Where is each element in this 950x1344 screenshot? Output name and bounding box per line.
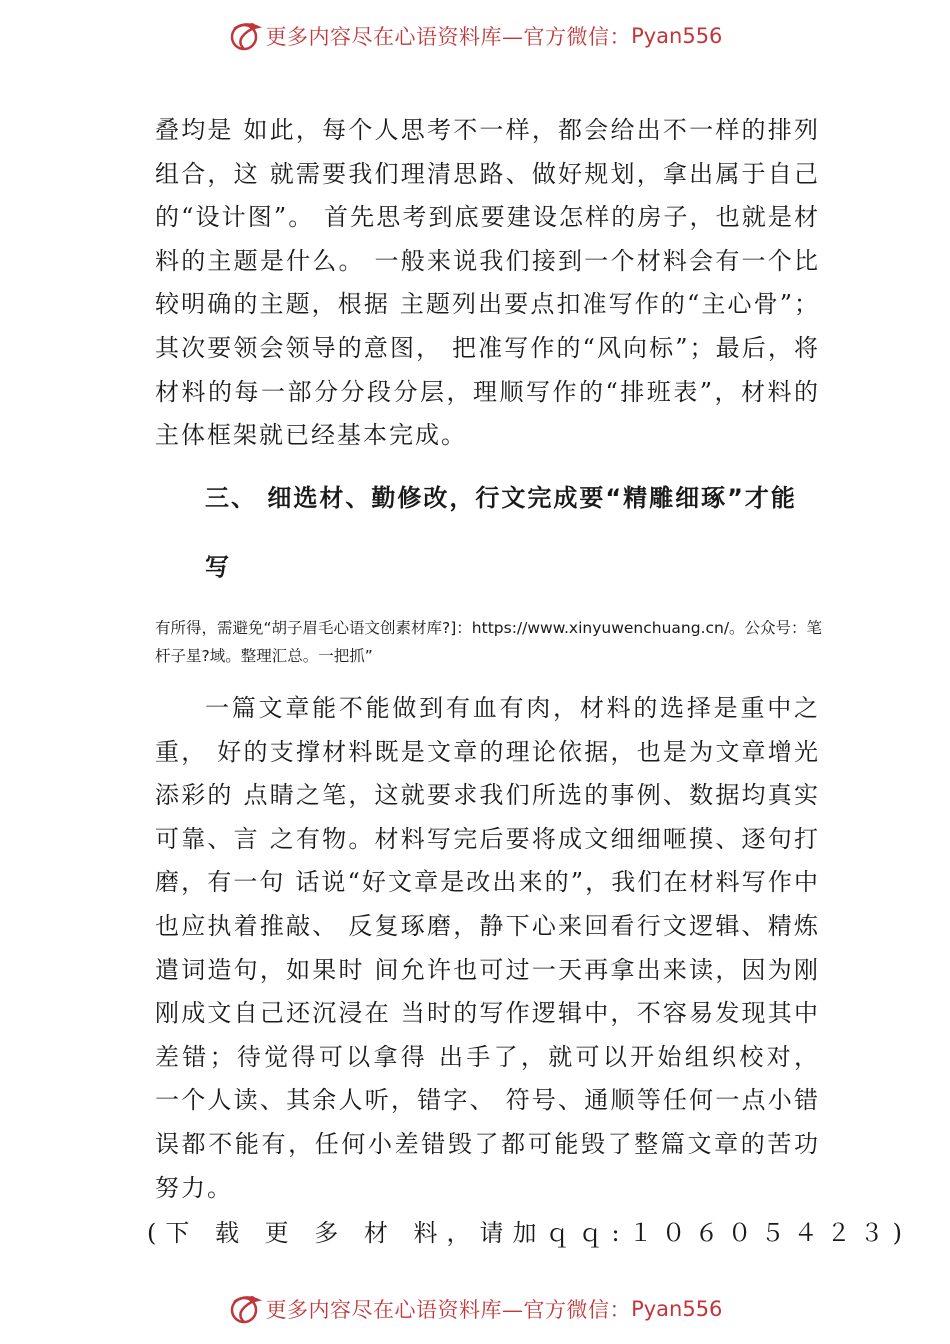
paragraph-1: 叠均是 如此，每个人思考不一样，都会给出不一样的排列组合，这 就需要我们理清思路、做好规划，拿出属于自己的“设计图”。 首先思考到底要建设怎样的房子，也就是材料的主题是什么。 一般来说我们接到一个材料会有一个比较明确的主题，根据 主题列出要点扣准写作的“主心骨”；其次要领会领导的意图， 把准写作的“风向标”；最后，将材料的每一部分分段分层，理顺写作的“排班表”，材料的主体框架就已经基本完成。 <box>155 116 820 450</box>
banner-text: 更多内容尽在心语资料库—官方微信： <box>265 25 632 49</box>
section-heading-3: 三、 细选材、勤修改，行文完成要“精雕细琢”才能 <box>205 484 797 512</box>
banner-text: 更多内容尽在心语资料库—官方微信： <box>265 1298 632 1322</box>
brand-logo-icon <box>228 1292 262 1326</box>
banner-wechat-id: Pyan556 <box>631 24 723 48</box>
source-note: 有所得，需避免“胡子眉毛心语文创素材库?]：https://www.xinyuwenchuang.cn/。公众号：笔杆子星?域。整理汇总。一把抓” <box>155 619 823 665</box>
section-heading-3-continued: 写 <box>205 553 231 581</box>
paragraph-2: 一篇文章能不能做到有血有肉，材料的选择是重中之重， 好的支撑材料既是文章的理论依据，也是为文章增光添彩的 点睛之笔，这就要求我们所选的事例、数据均真实可靠、言 之有物。材料写完后要将成文细细咂摸、逐句打磨，有一句 话说“好文章是改出来的”，我们在材料写作中也应执着推敲、 反复琢磨，静下心来回看行文逻辑、精炼遣词造句，如果时 间允许也可过一天再拿出来读，因为刚刚成文自己还沉浸在 当时的写作逻辑中，不容易发现其中差错；待觉得可以拿得 出手了，就可以开始组织校对， 一个人读、其余人听，错字、 符号、通顺等任何一点小错误都不能有，任何小差错毁了都可能毁了整篇文章的苦功努力。 <box>155 694 820 1202</box>
header-banner <box>0 14 950 58</box>
footer-banner <box>0 1287 950 1331</box>
brand-logo-icon <box>228 19 262 53</box>
download-note: (下 载 更 多 材 料，请加ｑｑ:１０６０５４２３) <box>147 1219 911 1247</box>
banner-wechat-id: Pyan556 <box>631 1297 723 1321</box>
